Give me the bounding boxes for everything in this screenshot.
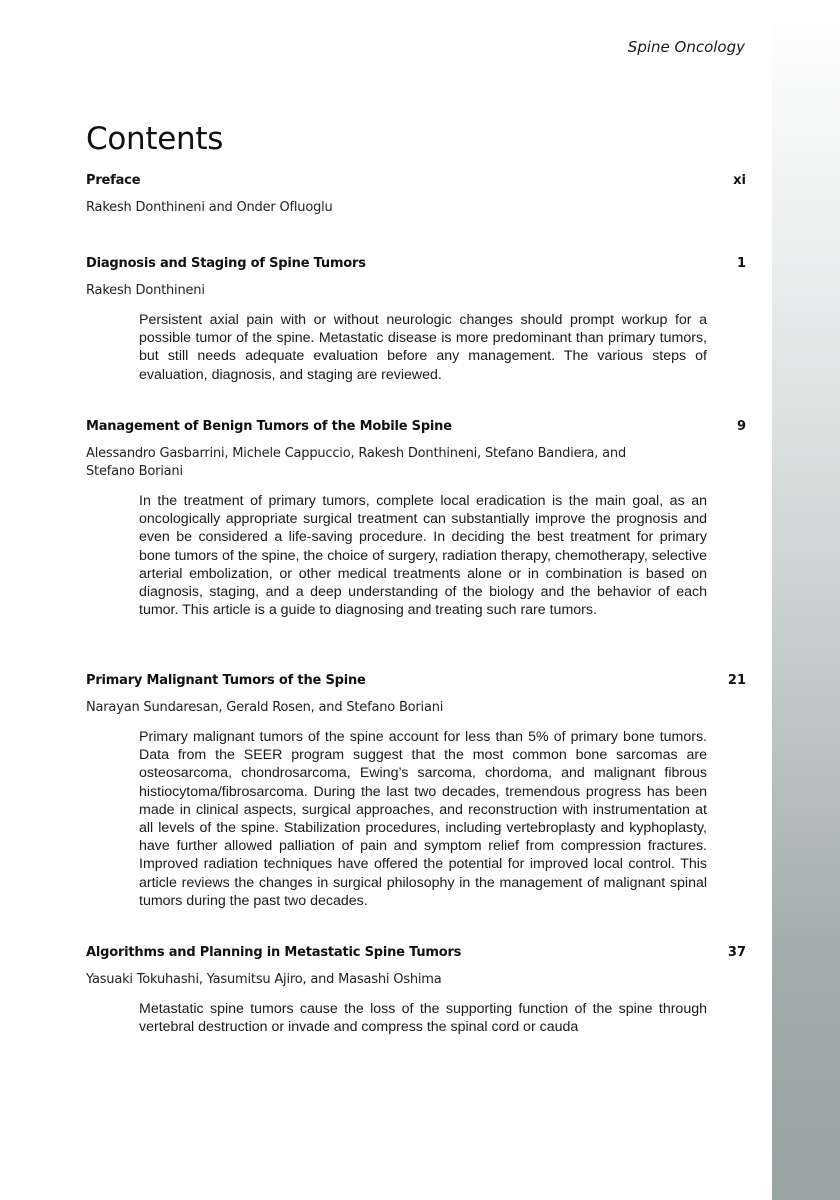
entry-heading bbox=[86, 673, 746, 693]
entry-title[interactable]: Algorithms and Planning in Metastatic Spine Tumors bbox=[86, 945, 462, 960]
entry-page-number[interactable]: 21 bbox=[727, 673, 746, 688]
entry-authors: Rakesh Donthineni and Onder Ofluoglu bbox=[86, 200, 333, 215]
entry-heading bbox=[86, 419, 746, 439]
entry-abstract: Metastatic spine tumors cause the loss of the supporting function of the spine through vertebral destruction or invade and compress the spinal cord or cauda bbox=[139, 1001, 707, 1036]
entry-authors: Yasuaki Tokuhashi, Yasumitsu Ajiro, and Masashi Oshima bbox=[86, 972, 442, 987]
entry-abstract: Primary malignant tumors of the spine account for less than 5% of primary bone tumors. Data from the SEER program suggest that the most common bone sarcomas are osteosarcoma, chondrosarcoma, Ewing’s sarcoma, chordoma, and malignant fibrous histiocytoma/fibrosarcoma. During the last two decades, tremendous progress has been made in clinical aspects, surgical approaches, and reconstruction with instrumentation at all levels of the spine. Stabilization procedures, including vertebroplasty and kyphoplasty, have further allowed palliation of pain and symptom relief from compression fractures. Improved radiation techniques have offered the potential for improved local control. This article reviews the changes in surgical philosophy in the management of malignant spinal tumors during the past two decades. bbox=[139, 729, 707, 909]
toc-entry-preface bbox=[86, 173, 746, 217]
entry-authors: Rakesh Donthineni bbox=[86, 283, 205, 298]
page-title: Contents bbox=[86, 120, 224, 157]
side-edge-gradient bbox=[772, 0, 840, 1200]
entry-page-number[interactable]: 1 bbox=[736, 256, 746, 271]
toc-entry-diagnosis-staging bbox=[86, 256, 746, 384]
entry-authors: Alessandro Gasbarrini, Michele Cappuccio, Rakesh Donthineni, Stefano Bandiera, and Stefano Boriani bbox=[86, 446, 626, 479]
entry-page-number[interactable]: xi bbox=[733, 173, 746, 188]
entry-page-number[interactable]: 9 bbox=[736, 419, 746, 434]
toc-entry-malignant-tumors bbox=[86, 673, 746, 910]
running-head: Spine Oncology bbox=[627, 38, 745, 56]
entry-heading bbox=[86, 945, 746, 965]
toc-entry-benign-tumors bbox=[86, 419, 746, 619]
entry-title[interactable]: Diagnosis and Staging of Spine Tumors bbox=[86, 256, 366, 271]
toc-entry-metastatic-tumors bbox=[86, 945, 746, 1036]
entry-page-number[interactable]: 37 bbox=[727, 945, 746, 960]
entry-heading bbox=[86, 173, 746, 193]
entry-abstract: In the treatment of primary tumors, complete local eradication is the main goal, as an oncologically appropriate surgical treatment can substantially improve the prognosis and even be considered a life-saving procedure. In deciding the best treatment for primary bone tumors of the spine, the choice of surgery, radiation therapy, chemotherapy, selective arterial embolization, or other medical treatments alone or in combination is based on diagnosis, staging, and a deep understanding of the biology and the behavior of each tumor. This article is a guide to diagnosing and treating such rare tumors. bbox=[139, 493, 707, 619]
entry-abstract: Persistent axial pain with or without neurologic changes should prompt workup for a possible tumor of the spine. Metastatic disease is more predominant than primary tumors, but still needs adequate evaluation before any management. The various steps of evaluation, diagnosis, and staging are reviewed. bbox=[139, 312, 707, 383]
entry-heading bbox=[86, 256, 746, 276]
entry-authors: Narayan Sundaresan, Gerald Rosen, and Stefano Boriani bbox=[86, 700, 444, 715]
entry-title[interactable]: Management of Benign Tumors of the Mobile Spine bbox=[86, 419, 452, 434]
entry-title[interactable]: Primary Malignant Tumors of the Spine bbox=[86, 673, 366, 688]
entry-title[interactable]: Preface bbox=[86, 173, 141, 188]
